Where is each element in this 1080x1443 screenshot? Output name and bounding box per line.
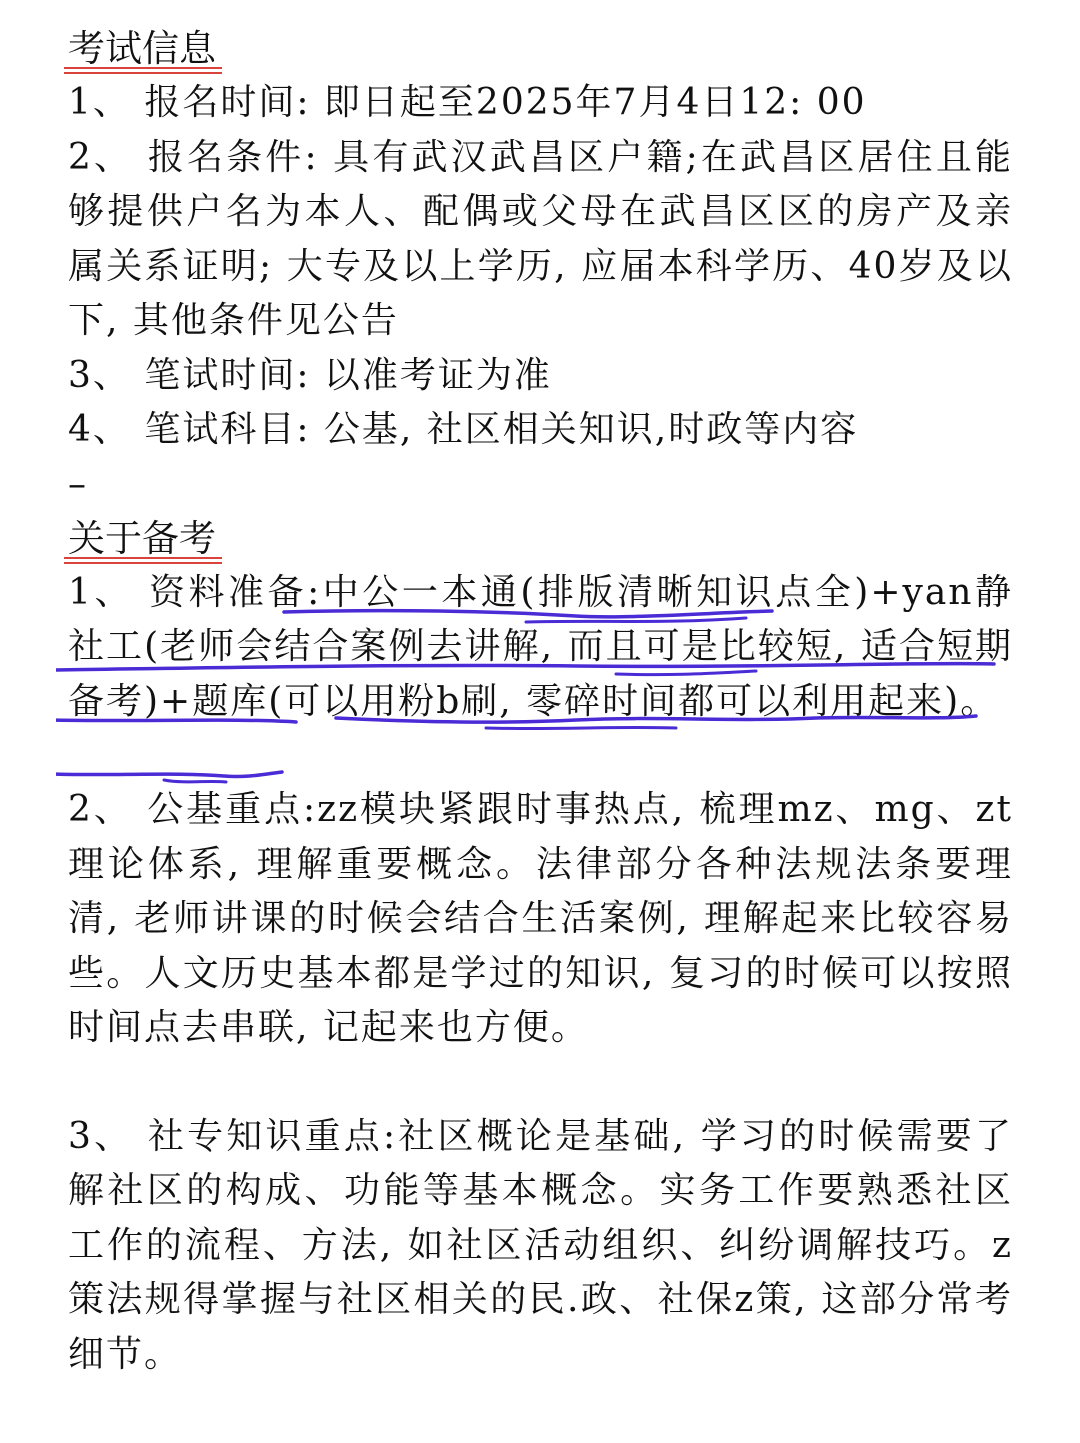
exam-info-item-written-test-subjects: 4、 笔试科目: 公基, 社区相关知识,时政等内容 xyxy=(68,409,859,450)
paragraph-spacer xyxy=(68,1056,1028,1110)
section-heading-exam-info xyxy=(68,22,216,76)
document-page xyxy=(68,22,1028,1382)
exam-info-item-written-test-time: 3、 笔试时间: 以准考证为准 xyxy=(68,354,552,396)
section-heading-text: 考试信息 xyxy=(68,27,216,70)
prep-paragraph-materials-text: 1、 资料准备:中公一本通(排版清晰知识点全)+yan静社工(老师会结合案例去讲解, 而且可是比较短, 适合短期备考)+题库(可以用粉b刷, 零碎时间都可以利用起来)。 xyxy=(68,571,1013,722)
section-heading-text: 关于备考 xyxy=(68,516,216,560)
exam-info-item-registration-conditions: 2、 报名条件: 具有武汉武昌区户籍;在武昌区居住且能够提供户名为本人、配偶或父母在武昌区区的房产及亲属关系证明; 大专及以上学历, 应届本科学历、40岁及以下, 其他条件见公告 xyxy=(68,136,1013,341)
separator-dash: – xyxy=(68,463,86,505)
exam-info-item-registration-time: 1、 报名时间: 即日起至2025年7月4日12: 00 xyxy=(68,82,867,123)
prep-paragraph-public-basics: 2、 公基重点:zz模块紧跟时事热点, 梳理mz、mg、zt理论体系, 理解重要概念。法律部分各种法规法条要理清, 老师讲课的时候会结合生活案例, 理解起来比较容易些。人文历史基本都是学过的知识, 复习的时候可以按照时间点去串联, 记起来也方便。 xyxy=(68,789,1013,1048)
prep-paragraph-social-work: 3、 社专知识重点:社区概论是基础, 学习的时候需要了解社区的构成、功能等基本概念。实务工作要熟悉社区工作的流程、方法, 如社区活动组织、纠纷调解技巧。z策法规得掌握与社区相关的民.政、社保z策, 这部分常考细节。 xyxy=(68,1115,1013,1375)
heading-double-underline xyxy=(64,557,222,564)
paragraph-spacer xyxy=(68,729,1028,783)
prep-paragraph-materials xyxy=(68,566,1013,730)
heading-double-underline xyxy=(64,67,222,74)
section-heading-preparation xyxy=(68,512,216,566)
